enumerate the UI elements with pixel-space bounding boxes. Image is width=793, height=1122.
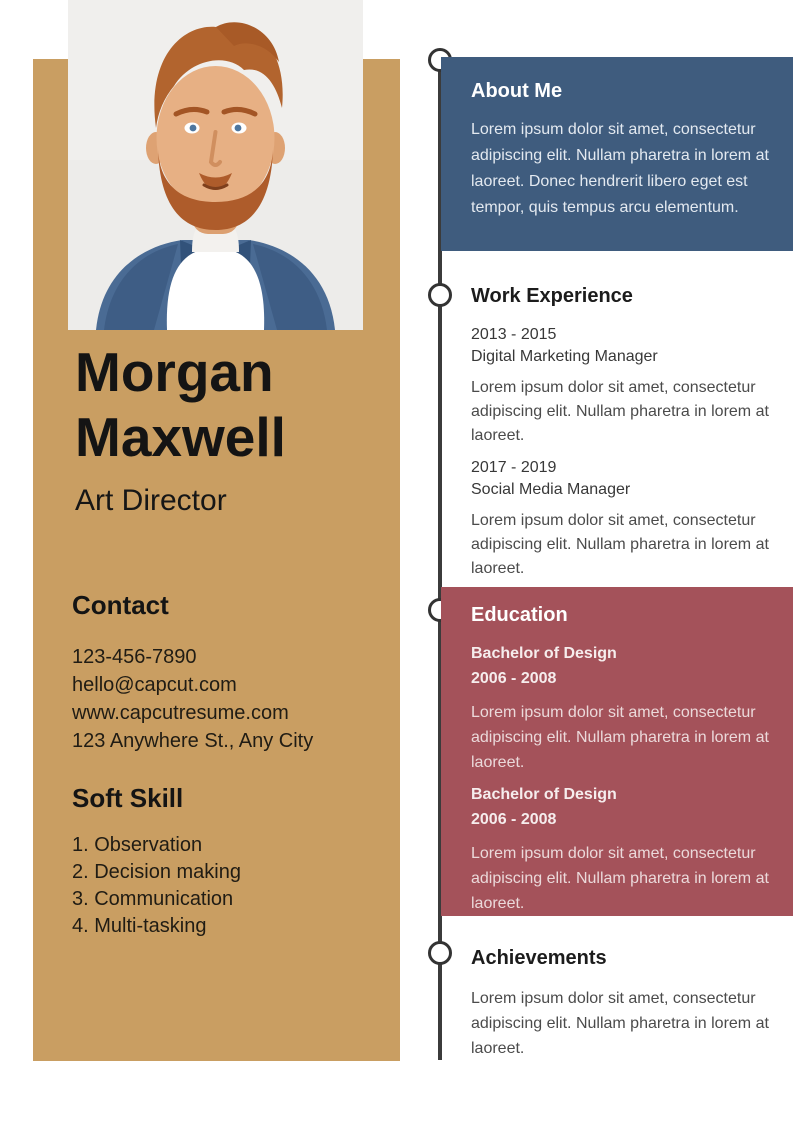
portrait-illustration xyxy=(68,0,363,330)
about-me-section xyxy=(441,57,793,251)
education-degree: Bachelor of Design xyxy=(471,645,617,662)
education-degree: Bachelor of Design xyxy=(471,786,617,803)
soft-skill-heading: Soft Skill xyxy=(72,783,184,813)
job-title: Art Director xyxy=(75,484,227,517)
work-experience-heading: Work Experience xyxy=(471,285,633,307)
skill-item: 4. Multi-tasking xyxy=(72,915,207,937)
contact-address: 123 Anywhere St., Any City xyxy=(72,730,314,752)
about-me-body: Lorem ipsum dolor sit amet, consectetur adipiscing elit. Nullam pharetra in lorem at laoreet. Donec hendrerit libero eget est tempor, quis tempus arcu elementum. xyxy=(471,121,769,216)
identity-block xyxy=(75,340,385,518)
achievements-section xyxy=(471,946,781,1061)
work-description: Lorem ipsum dolor sit amet, consectetur adipiscing elit. Nullam pharetra in lorem at laoreet. xyxy=(471,379,769,444)
soft-skill-section xyxy=(72,783,372,940)
contact-phone: 123-456-7890 xyxy=(72,646,197,668)
person-name xyxy=(75,340,385,470)
work-description: Lorem ipsum dolor sit amet, consectetur adipiscing elit. Nullam pharetra in lorem at laoreet. xyxy=(471,512,769,577)
skill-item: 2. Decision making xyxy=(72,861,241,883)
education-period: 2006 - 2008 xyxy=(471,811,557,828)
contact-email: hello@capcut.com xyxy=(72,674,237,696)
contact-heading: Contact xyxy=(72,590,169,620)
work-entry xyxy=(471,324,781,448)
skill-item: 3. Communication xyxy=(72,888,234,910)
first-name: Morgan xyxy=(75,341,274,403)
work-period: 2017 - 2019 xyxy=(471,459,557,476)
work-entries xyxy=(471,324,781,581)
about-me-heading: About Me xyxy=(471,80,563,102)
education-entry xyxy=(471,782,767,916)
work-role: Digital Marketing Manager xyxy=(471,348,658,365)
education-description: Lorem ipsum dolor sit amet, consectetur adipiscing elit. Nullam pharetra in lorem at laoreet. xyxy=(471,845,769,912)
last-name: Maxwell xyxy=(75,406,286,468)
skill-item: 1. Observation xyxy=(72,834,203,856)
education-section xyxy=(441,587,793,916)
education-description: Lorem ipsum dolor sit amet, consectetur adipiscing elit. Nullam pharetra in lorem at laoreet. xyxy=(471,704,769,771)
achievements-heading: Achievements xyxy=(471,947,607,969)
education-entries xyxy=(471,641,767,916)
work-entry xyxy=(471,457,781,581)
education-period: 2006 - 2008 xyxy=(471,670,557,687)
work-period: 2013 - 2015 xyxy=(471,326,557,343)
work-experience-section xyxy=(471,284,781,590)
education-entry xyxy=(471,641,767,775)
timeline-dot-achievements xyxy=(428,941,452,965)
contact-website: www.capcutresume.com xyxy=(72,702,289,724)
achievements-body: Lorem ipsum dolor sit amet, consectetur adipiscing elit. Nullam pharetra in lorem at laoreet. xyxy=(471,990,769,1057)
profile-photo xyxy=(68,0,363,330)
timeline-dot-work xyxy=(428,283,452,307)
contact-section xyxy=(72,590,372,755)
work-role: Social Media Manager xyxy=(471,481,631,498)
contact-list xyxy=(72,643,372,755)
education-heading: Education xyxy=(471,604,568,626)
soft-skill-list xyxy=(72,832,372,940)
